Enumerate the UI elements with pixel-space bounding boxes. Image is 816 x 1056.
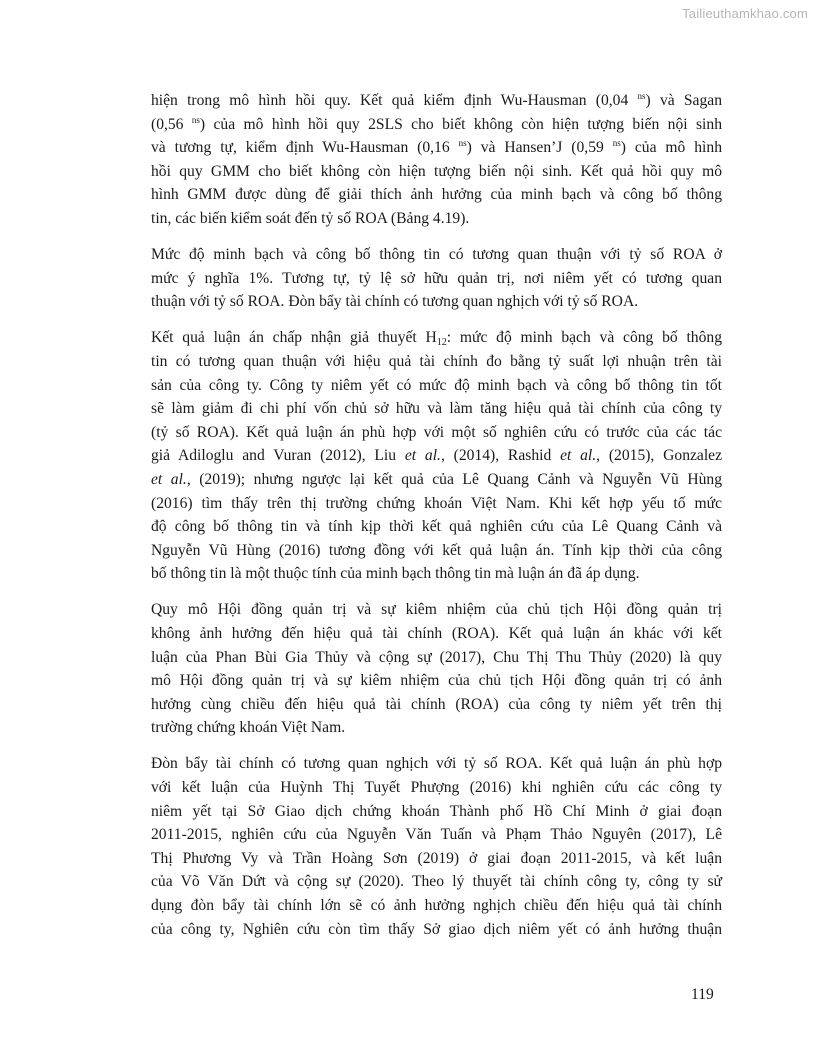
text-run: (2016) tìm thấy trên thị trường chứng khoán Việt Nam. Khi kết hợp yếu tố mức: [151, 494, 722, 512]
text-line: [151, 290, 722, 314]
text-run: hồi quy GMM cho biết không còn hiện tượng biến nội sinh. Kết quả hồi quy mô: [151, 162, 722, 180]
paragraph: [151, 243, 722, 314]
text-run: bố thông tin là một thuộc tính của minh bạch thông tin mà luận án đã áp dụng.: [151, 565, 640, 583]
subscript: 12: [436, 337, 447, 349]
text-run: Nguyễn Vũ Hùng (2016) tương đồng với kết quả luận án. Tính kịp thời của công: [151, 541, 722, 559]
text-run: thuận với tỷ số ROA. Đòn bẩy tài chính có tương quan nghịch với tỷ số ROA.: [151, 293, 639, 311]
text-line: [151, 847, 722, 871]
text-run: của Võ Văn Dứt và cộng sự (2020). Theo lý thuyết tài chính công ty, công ty sử: [151, 873, 722, 891]
text-run: độ công bố thông tin và tính kịp thời kết quả nghiên cứu của Lê Quang Cảnh và: [151, 518, 722, 536]
text-run: của công ty, Nghiên cứu còn tìm thấy Sở giao dịch niêm yết có ảnh hưởng thuận: [151, 920, 722, 938]
superscript: ns: [637, 91, 646, 101]
text-line: [151, 113, 722, 137]
text-run: (0,56: [151, 115, 192, 133]
italic-text: et al.: [560, 447, 597, 465]
text-line: [151, 397, 722, 421]
text-run: ) của mô hình hồi quy 2SLS cho biết không còn hiện tượng biến nội sinh: [199, 115, 722, 133]
text-line: [151, 823, 722, 847]
text-line: [151, 918, 722, 942]
text-run: tin có tương quan thuận với hiệu quả tài chính đo bằng tỷ suất lợi nhuận trên tài: [151, 352, 722, 370]
text-run: sản của công ty. Công ty niêm yết có mức độ minh bạch và công bố thông tin tốt: [151, 376, 722, 394]
text-line: [151, 89, 722, 113]
text-run: (tỷ số ROA). Kết quả luận án phù hợp với một số nghiên cứu có trước của các tác: [151, 423, 722, 441]
text-line: [151, 646, 722, 670]
text-line: [151, 800, 722, 824]
text-line: [151, 468, 722, 492]
text-line: [151, 870, 722, 894]
document-body: [151, 89, 722, 954]
paragraph: [151, 752, 722, 941]
text-run: mức ý nghĩa 1%. Tương tự, tỷ lệ sở hữu quản trị, nơi niêm yết có tương quan: [151, 269, 722, 287]
paragraph: [151, 326, 722, 586]
superscript: ns: [458, 138, 467, 149]
text-line: [151, 136, 722, 160]
watermark: Tailieuthamkhao.com: [682, 6, 808, 21]
text-run: , (2015), Gonzalez: [596, 447, 723, 465]
text-line: [151, 776, 722, 800]
text-line: [151, 598, 722, 622]
text-run: Mức độ minh bạch và công bố thông tin có tương quan thuận với tỷ số ROA ở: [151, 246, 722, 264]
text-run: niêm yết tại Sở Giao dịch chứng khoán Thành phố Hồ Chí Minh ở giai đoạn: [151, 802, 722, 820]
text-run: dụng đòn bẩy tài chính lớn sẽ có ảnh hưởng nghịch chiều đến hiệu quả tài chính: [151, 897, 722, 914]
text-line: [151, 444, 722, 468]
text-run: ) và Hansen’J (0,59: [466, 139, 613, 157]
text-run: không ảnh hưởng đến hiệu quả tài chính (ROA). Kết quả luận án khác với kết: [151, 624, 722, 642]
text-line: [151, 183, 722, 207]
page-number: 119: [691, 986, 714, 1003]
text-line: [151, 160, 722, 184]
italic-text: et al.: [404, 447, 441, 465]
text-run: ) của mô hình: [620, 139, 722, 157]
superscript: ns: [191, 114, 200, 125]
text-run: : mức độ minh bạch và công bố thông: [446, 329, 722, 347]
text-run: hiện trong mô hình hồi quy. Kết quả kiểm định Wu-Hausman (0,04: [151, 92, 638, 109]
superscript: ns: [612, 138, 621, 149]
text-line: [151, 243, 722, 267]
text-line: [151, 562, 722, 586]
text-run: với kết luận của Huỳnh Thị Tuyết Phượng (2016) khi nghiên cứu các công ty: [151, 779, 722, 797]
text-line: [151, 515, 722, 539]
text-run: ) và Sagan: [645, 92, 722, 109]
text-line: [151, 350, 722, 374]
text-line: [151, 669, 722, 693]
text-line: [151, 374, 722, 398]
text-run: tin, các biến kiểm soát đến tỷ số ROA (Bảng 4.19).: [151, 209, 470, 227]
text-run: và tương tự, kiểm định Wu-Hausman (0,16: [151, 139, 459, 157]
text-run: Đòn bẩy tài chính có tương quan nghịch với tỷ số ROA. Kết quả luận án phù hợp: [151, 755, 722, 773]
text-line: [151, 207, 722, 231]
text-run: giả Adiloglu and Vuran (2012), Liu: [151, 447, 405, 465]
italic-text: et al.: [151, 470, 187, 488]
text-run: Kết quả luận án chấp nhận giả thuyết H: [151, 329, 437, 347]
text-line: [151, 622, 722, 646]
text-line: [151, 894, 722, 918]
text-run: Thị Phương Vy và Trần Hoàng Sơn (2019) ở giai đoạn 2011-2015, và kết luận: [151, 849, 722, 867]
text-run: hưởng cùng chiều đến hiệu quả tài chính (ROA) của công ty niêm yết trên thị: [151, 695, 722, 713]
text-run: Quy mô Hội đồng quản trị và sự kiêm nhiệm của chủ tịch Hội đồng quản trị: [151, 601, 722, 619]
paragraph: [151, 598, 722, 740]
text-line: [151, 267, 722, 291]
text-run: , (2014), Rashid: [440, 447, 561, 465]
text-line: [151, 752, 722, 776]
text-run: 2011-2015, nghiên cứu của Nguyễn Văn Tuấn và Phạm Thảo Nguyên (2017), Lê: [151, 826, 722, 844]
text-run: , (2019); nhưng ngược lại kết quả của Lê Quang Cảnh và Nguyễn Vũ Hùng: [186, 470, 722, 488]
text-line: [151, 492, 722, 516]
text-line: [151, 716, 722, 740]
text-run: trường chứng khoán Việt Nam.: [151, 719, 346, 737]
text-line: [151, 326, 722, 350]
text-run: hình GMM được dùng để giải thích ảnh hưởng của minh bạch và công bố thông: [151, 186, 722, 204]
paragraph: [151, 89, 722, 231]
text-line: [151, 539, 722, 563]
text-line: [151, 421, 722, 445]
text-run: sẽ làm giảm đi chi phí vốn chủ sở hữu và làm tăng hiệu quả tài chính của công ty: [151, 400, 722, 418]
text-run: mô Hội đồng quản trị và sự kiêm nhiệm của chủ tịch Hội đồng quản trị có ảnh: [151, 672, 722, 690]
text-run: luận của Phan Bùi Gia Thủy và cộng sự (2017), Chu Thị Thu Thủy (2020) là quy: [151, 648, 722, 666]
text-line: [151, 693, 722, 717]
